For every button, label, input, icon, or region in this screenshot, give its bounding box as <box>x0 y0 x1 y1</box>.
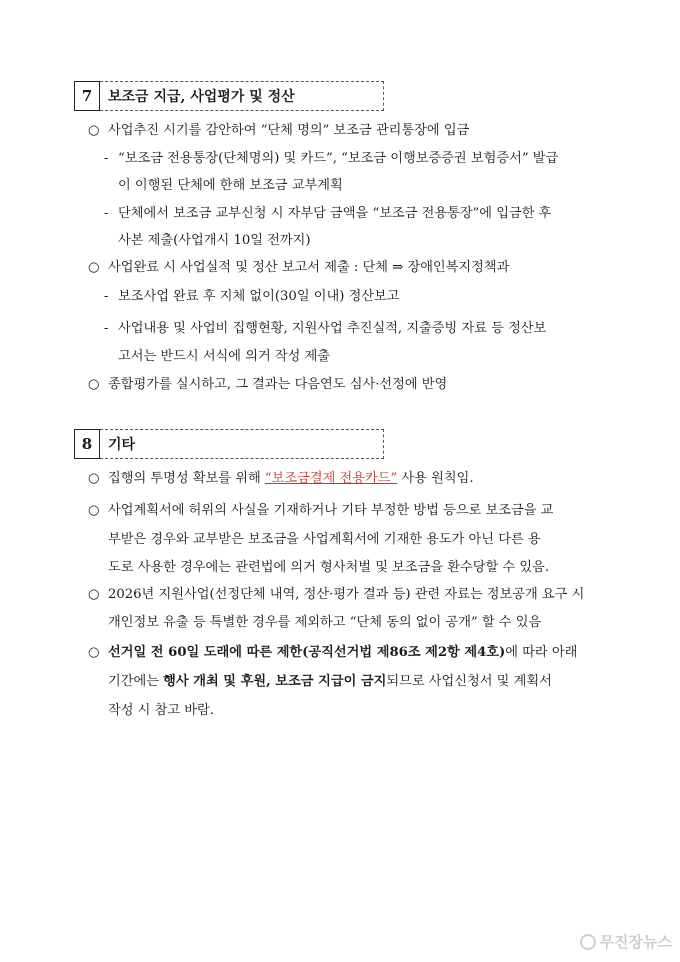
circle-bullet-icon: ○ <box>88 587 100 602</box>
s7-item-3: ○ 종합평가를 실시하고, 그 결과는 다음연도 심사·선정에 반영 <box>88 375 447 395</box>
s8-item-2-cont-2: 도로 사용한 경우에는 관련법에 의거 형사처벌 및 보조금을 환수당할 수 있음. <box>108 560 550 575</box>
s7-subitem-2: - 단체에서 보조금 교부신청 시 자부담 금액을 “보조금 전용통장”에 입금한 후 <box>104 204 551 224</box>
s8-item-4: ○ 선거일 전 60일 도래에 따른 제한(공직선거법 제86조 제2항 제4호)에 따라 아래 <box>88 643 577 663</box>
section-7-header <box>74 81 384 111</box>
circle-bullet-icon: ○ <box>88 471 100 486</box>
watermark <box>580 931 672 952</box>
s7-subitem-4-cont: 고서는 반드시 서식에 의거 작성 제출 <box>118 349 331 364</box>
watermark-logo-icon <box>580 934 596 950</box>
s8-item-2-cont-1: 부받은 경우와 교부받은 보조금을 사업계획서에 기재한 용도가 아닌 다른 용 <box>108 532 541 547</box>
circle-bullet-icon: ○ <box>88 377 100 392</box>
card-rule-highlight: “보조금결제 전용카드” <box>264 471 398 486</box>
dash-bullet-icon: - <box>104 206 109 221</box>
s7-subitem-1: - “보조금 전용통장(단체명의) 및 카드”, “보조금 이행보증증권 보험증서” 발급 <box>104 149 558 169</box>
circle-bullet-icon: ○ <box>88 503 100 518</box>
s8-item-3-cont: 개인정보 유출 등 특별한 경우를 제외하고 “단체 동의 없이 공개” 할 수 있음 <box>108 615 542 630</box>
s7-item-1: ○ 사업추진 시기를 감안하여 “단체 명의” 보조금 관리통장에 입금 <box>88 121 469 141</box>
section-8-number: 8 <box>74 429 100 459</box>
s7-item-2: ○ 사업완료 시 사업실적 및 정산 보고서 제출 : 단체 ⇒ 장애인복지정책과 <box>88 258 509 278</box>
s7-subitem-4: - 사업내용 및 사업비 집행현황, 지원사업 추진실적, 지출증빙 자료 등 정산보 <box>104 319 546 339</box>
s8-item-1: ○ 집행의 투명성 확보를 위해 “보조금결제 전용카드” 사용 원칙임. <box>88 469 474 489</box>
section-7-number: 7 <box>74 81 100 111</box>
s7-subitem-1-cont: 이 이행된 단체에 한해 보조금 교부계획 <box>118 178 343 193</box>
s8-item-4-cont-2: 작성 시 참고 바람. <box>108 703 214 718</box>
watermark-text: 무진장뉴스 <box>599 933 672 951</box>
section-7-title: 보조금 지급, 사업평가 및 정산 <box>100 81 384 111</box>
s8-item-2: ○ 사업계획서에 허위의 사실을 기재하거나 기타 부정한 방법 등으로 보조금을 교 <box>88 501 553 521</box>
dash-bullet-icon: - <box>104 289 109 304</box>
dash-bullet-icon: - <box>104 321 109 336</box>
s8-item-4-cont-1: 기간에는 행사 개최 및 후원, 보조금 지급이 금지되므로 사업신청서 및 계획서 <box>108 674 552 689</box>
section-8-title: 기타 <box>100 429 384 459</box>
s8-item-3: ○ 2026년 지원사업(선정단체 내역, 정산·평가 결과 등) 관련 자료는 정보공개 요구 시 <box>88 585 584 605</box>
dash-bullet-icon: - <box>104 151 109 166</box>
circle-bullet-icon: ○ <box>88 260 100 275</box>
s7-subitem-3: - 보조사업 완료 후 지체 없이(30일 이내) 정산보고 <box>104 287 400 307</box>
section-8-header <box>74 429 384 459</box>
circle-bullet-icon: ○ <box>88 123 100 138</box>
circle-bullet-icon: ○ <box>88 645 100 660</box>
s7-subitem-2-cont: 사본 제출(사업개시 10일 전까지) <box>118 233 311 248</box>
